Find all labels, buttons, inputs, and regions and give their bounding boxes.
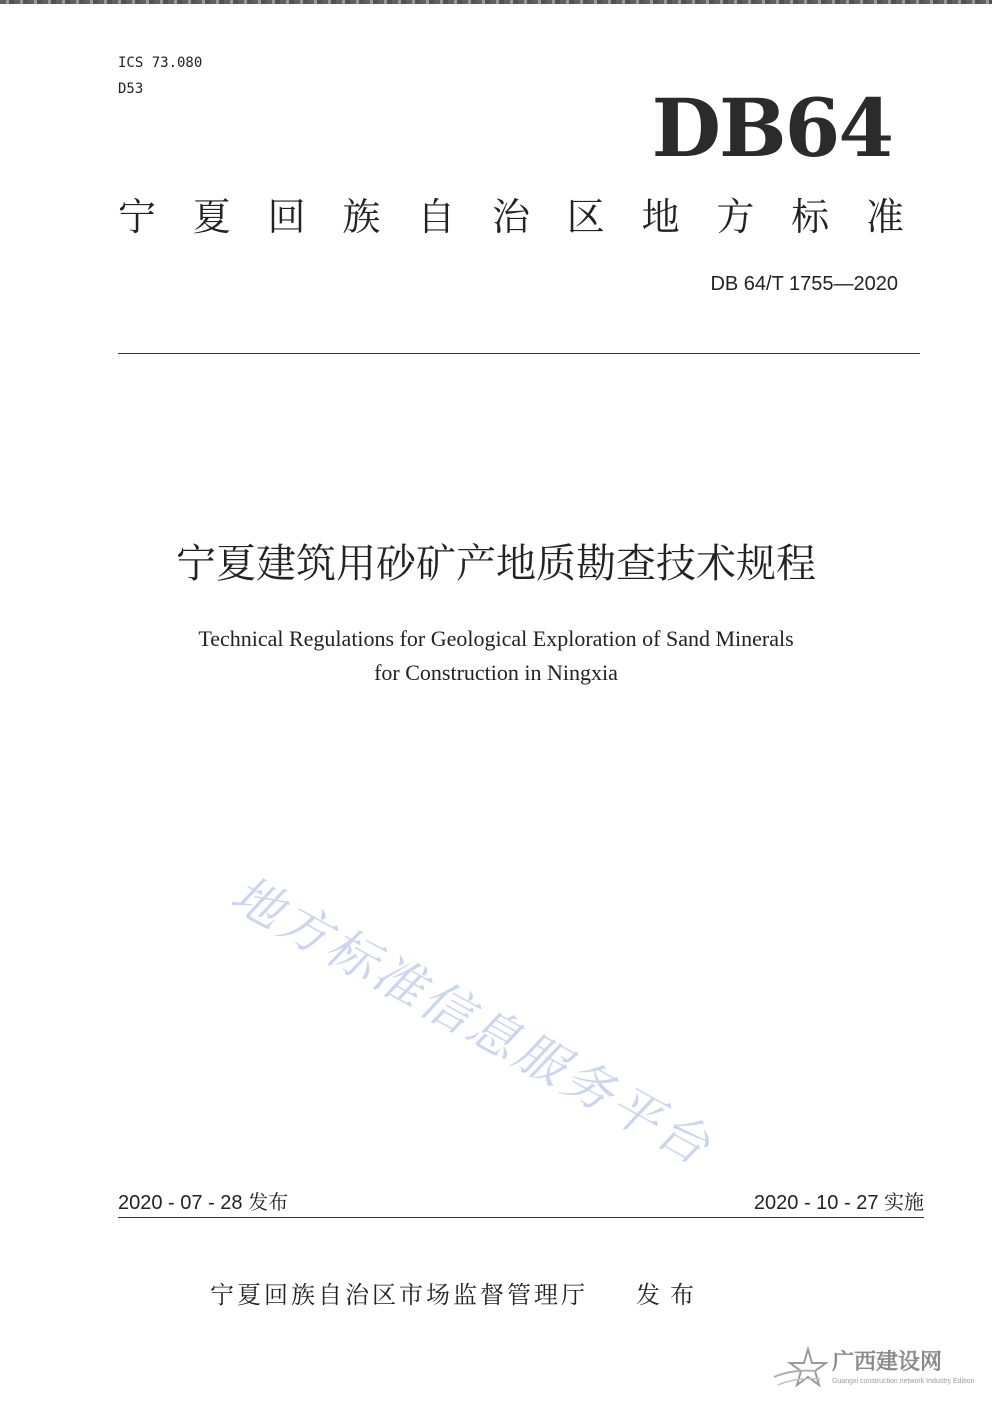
category-char: 治 [491,195,530,239]
category-char: 标 [791,195,830,239]
site-logo [772,1345,982,1395]
category-char: 夏 [192,195,231,239]
category-char: 地 [641,195,680,239]
issuer-name: 宁夏回族自治区市场监督管理厅 [210,1281,588,1309]
category-char: 区 [566,195,605,239]
watermark: 地方标准信息服务平台 [221,864,722,1178]
chinese-title: 宁夏建筑用砂矿产地质勘查技术规程 [176,541,816,587]
category-char: 族 [342,195,381,239]
standard-number: DB 64/T 1755—2020 [710,273,898,295]
category-char: 自 [417,195,456,239]
scan-edge [0,0,992,4]
english-title [0,622,992,690]
ics-code: ICS 73.080 [118,55,203,71]
site-name: 广西建设网 [832,1349,943,1375]
issuer-row [210,1280,704,1310]
header-divider [118,353,920,354]
site-tagline: Guangxi construction network Industry Edition [832,1378,975,1385]
category-char: 准 [865,195,904,239]
footer-divider [118,1217,924,1218]
category-char: 方 [716,195,755,239]
english-title-line: Technical Regulations for Geological Exploration of Sand Minerals [198,626,794,651]
clc-code: D53 [118,81,144,97]
date-row [118,1190,924,1216]
category-char: 宁 [118,195,157,239]
standard-logo: DB64 [651,81,892,175]
issue-date: 2020 - 07 - 28 发布 [118,1192,289,1214]
star-icon [772,1347,828,1393]
effective-date: 2020 - 10 - 27 实施 [753,1192,924,1214]
standard-category [118,194,904,240]
issue-action: 发布 [636,1281,704,1309]
category-char: 回 [267,195,306,239]
english-title-line: for Construction in Ningxia [374,660,618,685]
